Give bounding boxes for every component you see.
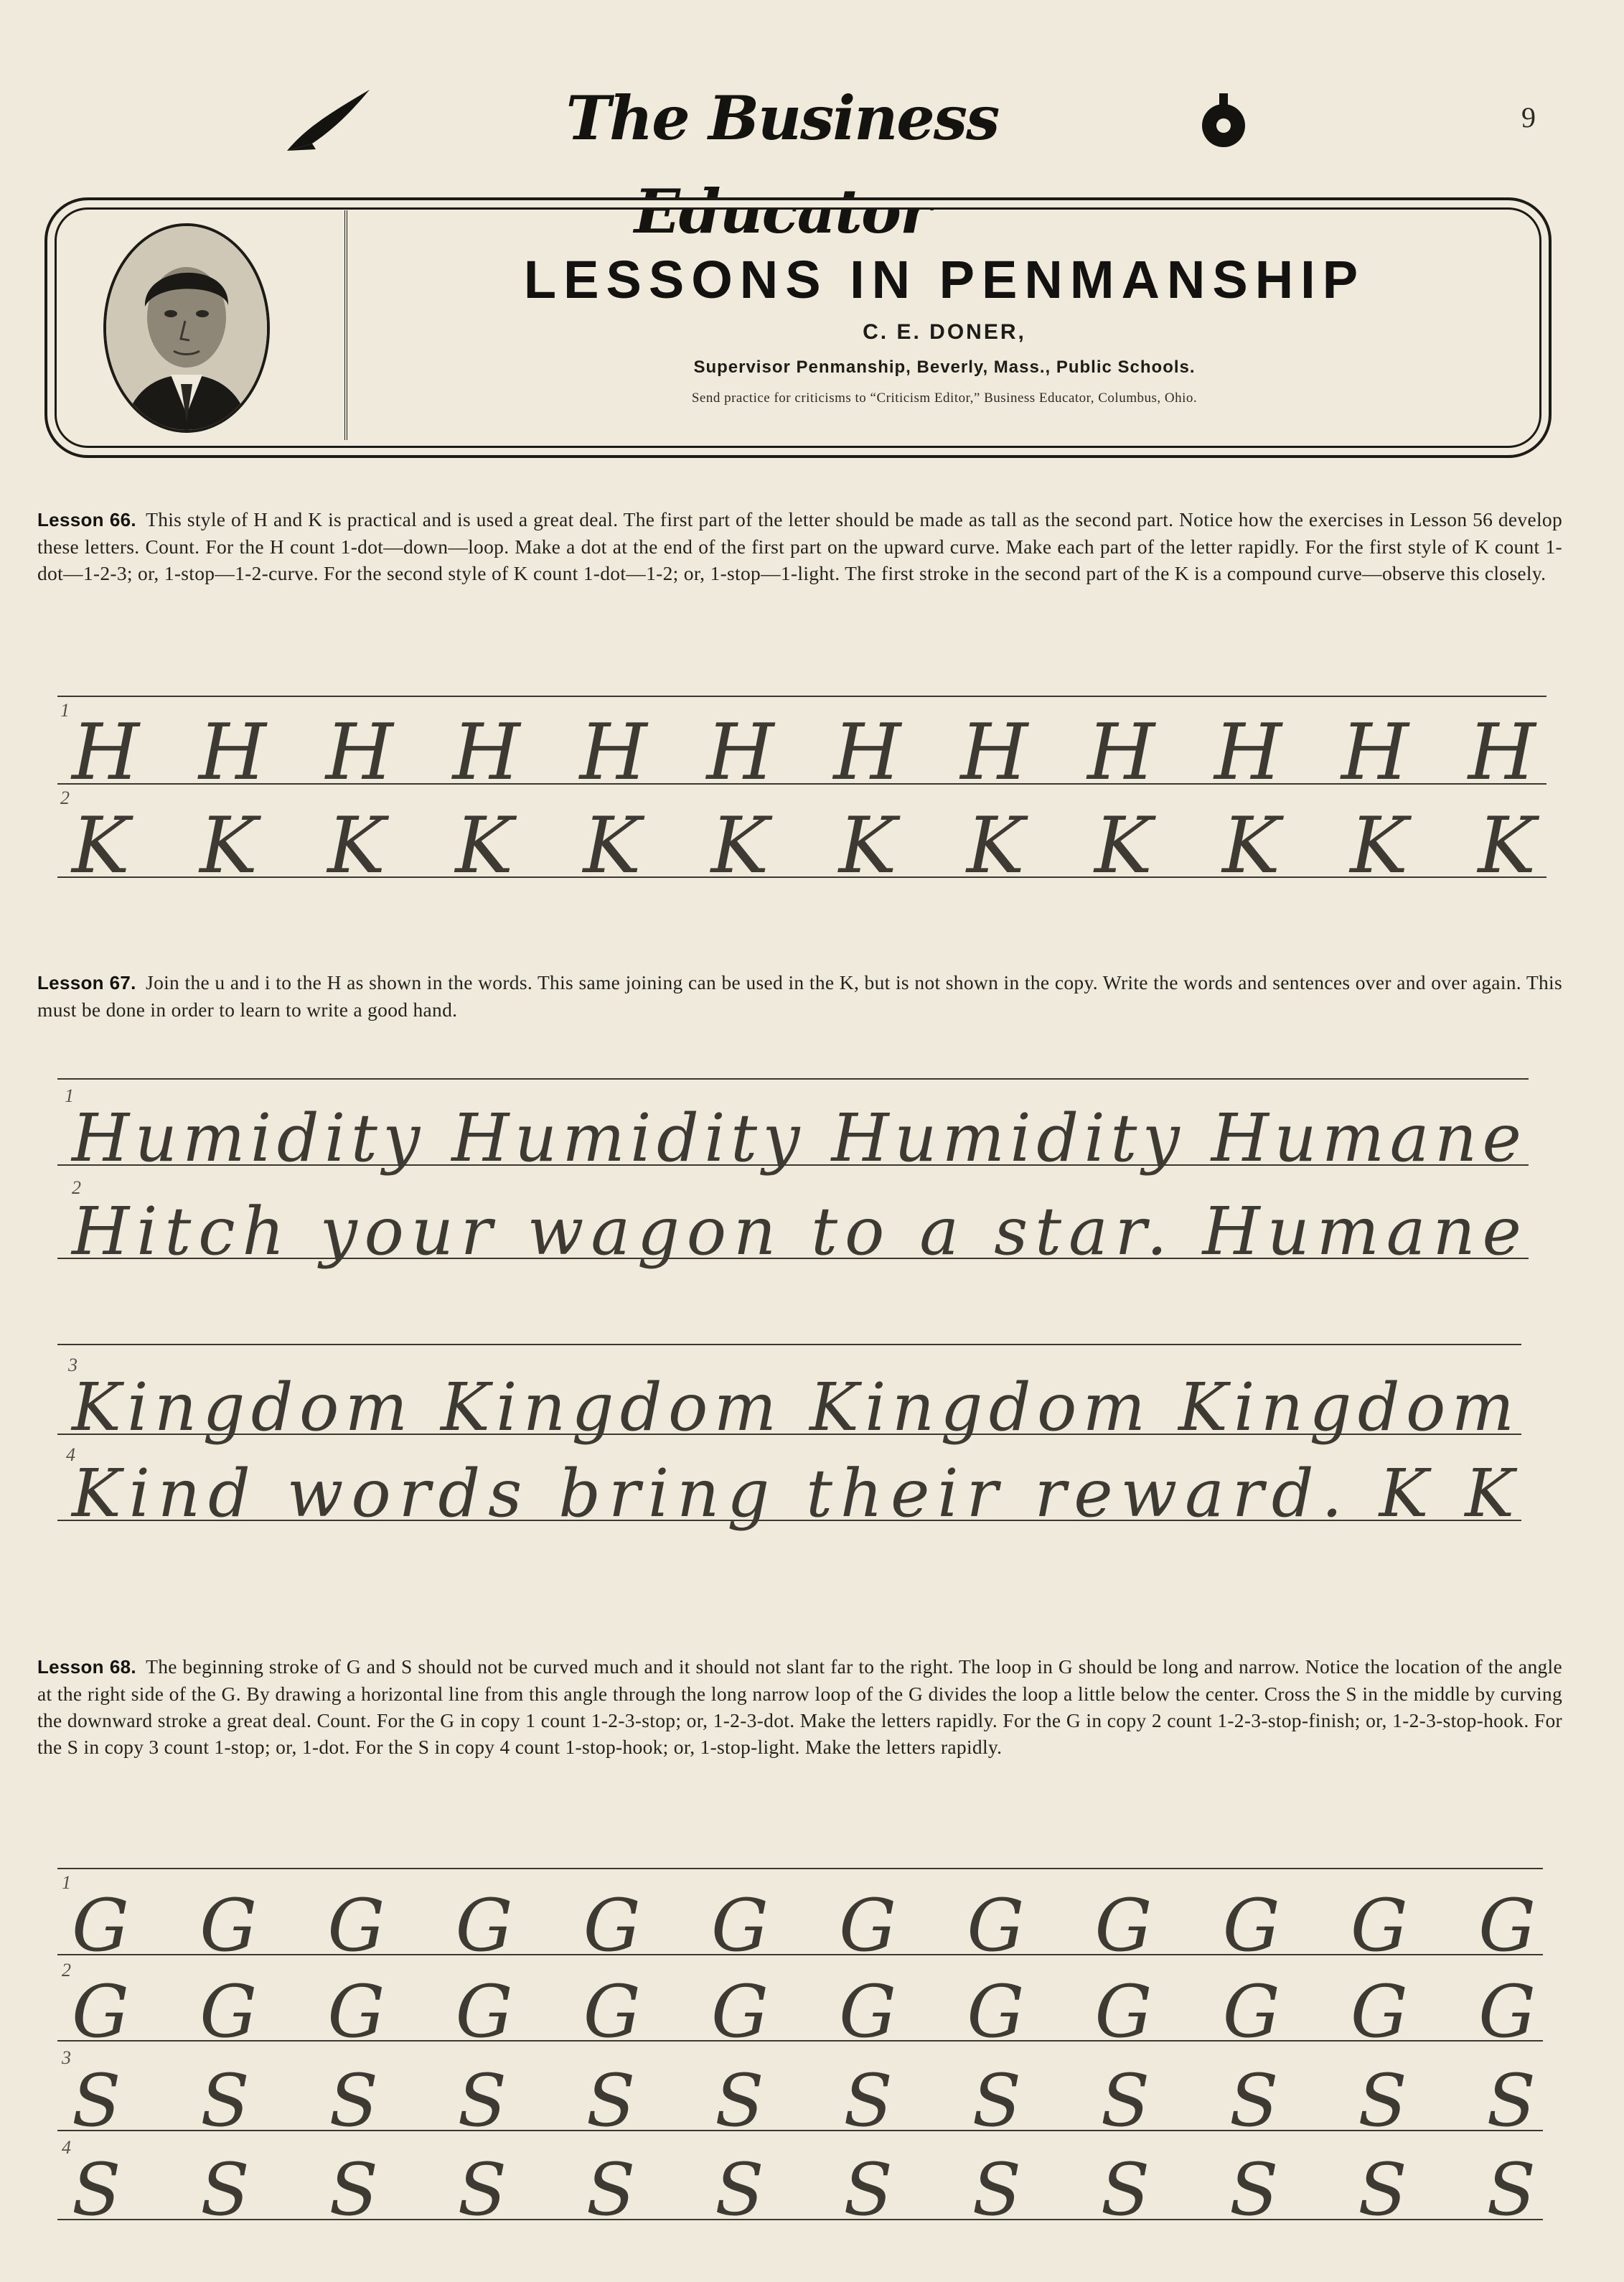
copy-line-s3: S S S S S S S S S S S S bbox=[72, 2059, 1536, 2143]
lesson-66-label: Lesson 66. bbox=[37, 509, 136, 530]
copy-number: 3 bbox=[68, 1355, 78, 1375]
copy-line-kind-words: Kind words bring their reward. K K bbox=[72, 1455, 1514, 1532]
copy-line-humidity: Humidity Humidity Humidity Humane bbox=[72, 1100, 1521, 1177]
lessons-title: LESSONS IN PENMANSHIP bbox=[523, 250, 1366, 309]
copy-number: 2 bbox=[60, 787, 70, 808]
copy-line-kingdom: Kingdom Kingdom Kingdom Kingdom bbox=[72, 1369, 1514, 1446]
quill-pen-icon bbox=[283, 86, 373, 154]
copy-number: 2 bbox=[72, 1177, 81, 1198]
copy-number: 4 bbox=[66, 1444, 75, 1465]
copy-line-k: K K K K K K K K K K K K bbox=[72, 801, 1536, 890]
lesson-67-copy-b bbox=[0, 1339, 1624, 1554]
author-name: C. E. DONER, bbox=[863, 320, 1026, 344]
header-text bbox=[363, 229, 1526, 406]
portrait-of-author bbox=[100, 220, 273, 436]
copy-number: 4 bbox=[62, 2137, 71, 2158]
copy-number: 1 bbox=[62, 1872, 71, 1893]
lesson-68-paragraph bbox=[37, 1653, 1562, 1760]
lesson-66-copy bbox=[0, 689, 1624, 890]
lesson-66-text: This style of H and K is practical and is used a great deal. The first part of the letter should be made as tall as the second part. Notice how the exercises in Lesson 56 develop these letters. Count. For the H count 1-dot—down—loop. Make a dot at the end of the first part on the upward curve. Make each part of the letter rapidly. For the first style of K count 1-dot—1-2-3; or, 1-stop—1-2-curve. For the second style of K count 1-dot—1-2; or, 1-stop—1-light. The first stroke in the second part of the K is a compound curve—observe this closely. bbox=[37, 508, 1562, 584]
lesson-67-text: Join the u and i to the H as shown in the words. This same joining can be used in the K, but is not shown in the copy. Write the words and sentences over and over again. This must be done in order to learn to write a good hand. bbox=[37, 971, 1562, 1021]
copy-number: 1 bbox=[65, 1085, 74, 1106]
portrait-panel bbox=[57, 210, 347, 440]
lesson-67-copy-a bbox=[0, 1073, 1624, 1289]
copy-line-g1: G G G G G G G G G G G G bbox=[72, 1884, 1536, 1968]
copy-line-h: H H H H H H H H H H H H bbox=[72, 708, 1536, 798]
copy-line-hitch: Hitch your wagon to a star. Humane bbox=[72, 1193, 1521, 1270]
lesson-68-label: Lesson 68. bbox=[37, 1656, 136, 1678]
copy-line-s4: S S S S S S S S S S S S bbox=[72, 2148, 1536, 2232]
emblem-icon bbox=[1195, 93, 1252, 154]
masthead-title: The Business Educator bbox=[565, 83, 999, 247]
lesson-66-paragraph bbox=[37, 506, 1562, 586]
lesson-68-copy bbox=[0, 1863, 1624, 2236]
copy-number: 2 bbox=[62, 1960, 71, 1981]
send-practice-note: Send practice for criticisms to “Criticism Editor,” Business Educator, Columbus, Ohio. bbox=[691, 391, 1198, 406]
page-number: 9 bbox=[1521, 101, 1536, 134]
copy-number: 1 bbox=[60, 700, 70, 721]
lesson-68-text: The beginning stroke of G and S should not be curved much and it should not slant far to the right. The loop in G should be long and narrow. Notice the location of the angle at the right side of the G. By drawing a horizontal line from this angle through the long narrow loop of the G divides the loop a little below the center. Cross the S in the middle by curving the downward stroke a great deal. Count. For the G in copy 1 count 1-2-3-stop; or, 1-2-3-dot. Make the letters rapidly. For the G in copy 2 count 1-2-3-stop-finish; or, 1-2-3-stop-hook. For the S in copy 3 count 1-stop; or, 1-dot. For the S in copy 4 count 1-stop-hook; or, 1-stop-light. Make the letters rapidly. bbox=[37, 1655, 1562, 1758]
lesson-67-paragraph bbox=[37, 969, 1562, 1023]
lesson-67-label: Lesson 67. bbox=[37, 972, 136, 993]
masthead bbox=[0, 72, 1624, 247]
copy-line-g2: G G G G G G G G G G G G bbox=[72, 1970, 1536, 2054]
header-box bbox=[44, 197, 1552, 458]
copy-number: 3 bbox=[62, 2047, 71, 2068]
author-position: Supervisor Penmanship, Beverly, Mass., Public Schools. bbox=[693, 357, 1196, 377]
